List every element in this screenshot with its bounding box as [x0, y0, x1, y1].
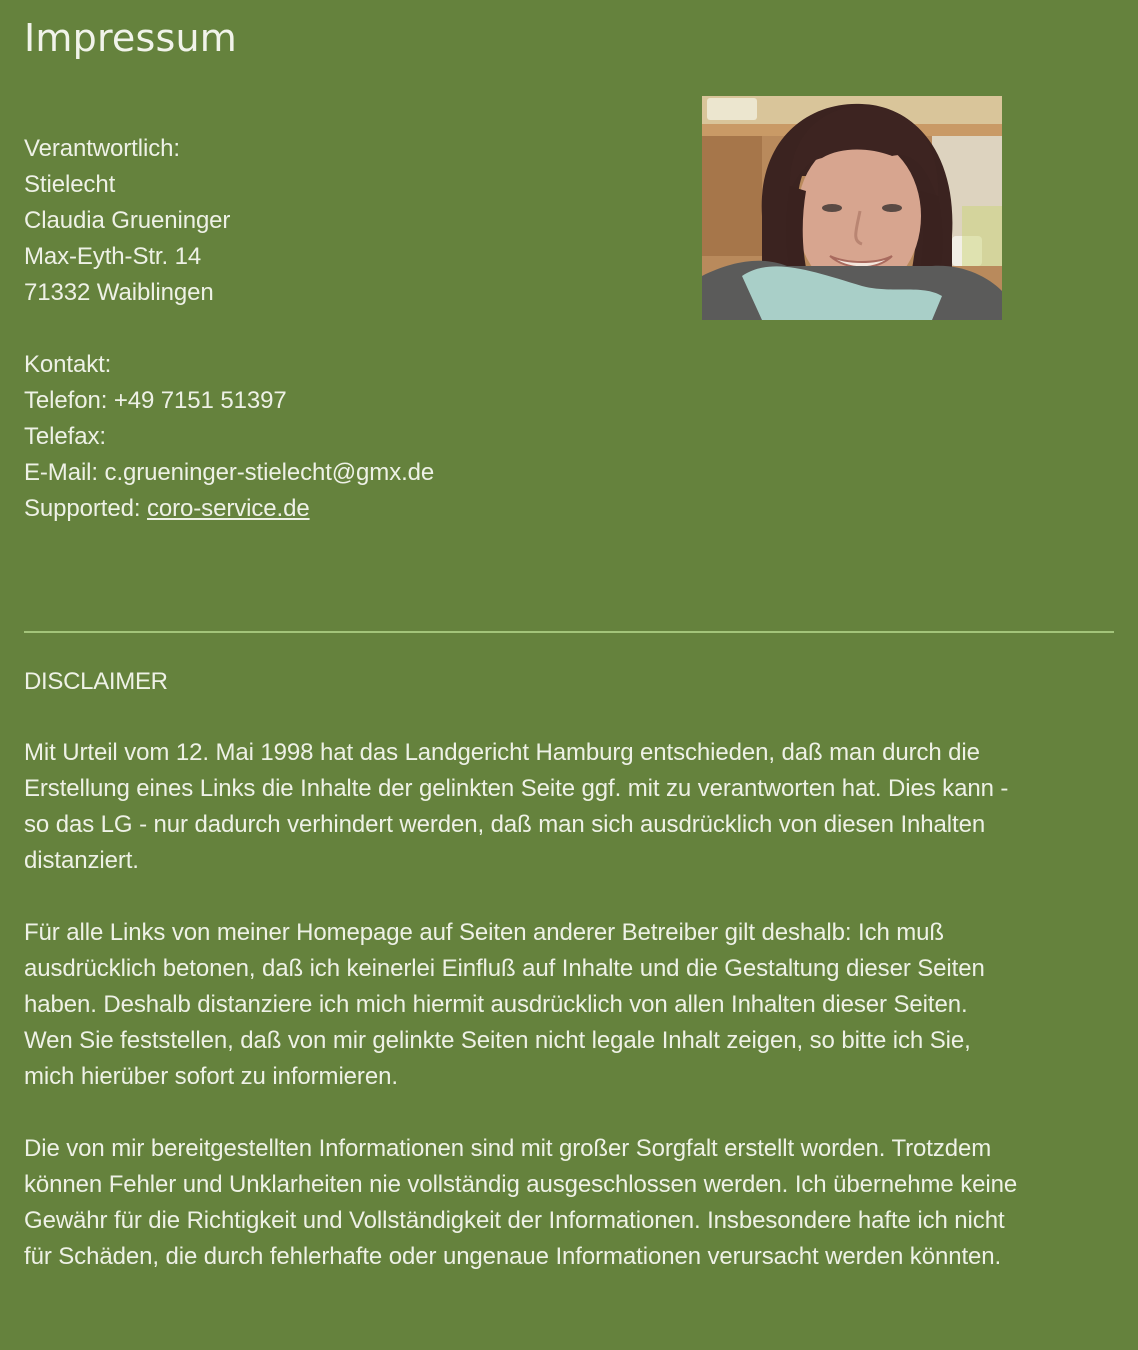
paragraph-line: distanziert.	[24, 847, 139, 874]
phone-number: Telefon: +49 7151 51397	[24, 387, 287, 414]
paragraph-line: ausdrücklich betonen, daß ich keinerlei Einfluß auf Inhalte und die Gestaltung dieser Seiten	[24, 955, 985, 982]
paragraph-line: Für alle Links von meiner Homepage auf Seiten anderer Betreiber gilt deshalb: Ich muß	[24, 919, 944, 946]
supported-label: Supported:	[24, 495, 147, 522]
paragraph-line: Gewähr für die Richtigkeit und Vollständigkeit der Informationen. Insbesondere hafte ich nicht	[24, 1207, 1005, 1234]
street-address: Max-Eyth-Str. 14	[24, 243, 202, 270]
supported-link[interactable]: coro-service.de	[147, 495, 310, 522]
paragraph-line: können Fehler und Unklarheiten nie vollständig ausgeschlossen werden. Ich übernehme keine	[24, 1171, 1018, 1198]
portrait-photo	[702, 96, 1002, 320]
fax-number: Telefax:	[24, 423, 106, 450]
disclaimer-paragraph	[24, 735, 1124, 879]
contact-label: Kontakt:	[24, 351, 112, 378]
portrait-image	[702, 96, 1002, 320]
paragraph-line: Erstellung eines Links die Inhalte der gelinkten Seite ggf. mit zu verantworten hat. Dies kann -	[24, 775, 1009, 802]
disclaimer-heading: DISCLAIMER	[24, 668, 168, 695]
paragraph-line: Mit Urteil vom 12. Mai 1998 hat das Landgericht Hamburg entschieden, daß man durch die	[24, 739, 980, 766]
spacer	[24, 311, 434, 347]
paragraph-line: mich hierüber sofort zu informieren.	[24, 1063, 398, 1090]
city-address: 71332 Waiblingen	[24, 279, 214, 306]
disclaimer-body	[24, 735, 1124, 1311]
disclaimer-paragraph	[24, 915, 1124, 1095]
section-divider	[24, 631, 1114, 633]
person-name: Claudia Grueninger	[24, 207, 231, 234]
responsible-label: Verantwortlich:	[24, 135, 180, 162]
paragraph-line: haben. Deshalb distanziere ich mich hiermit ausdrücklich von allen Inhalten dieser Seiten.	[24, 991, 968, 1018]
paragraph-line: so das LG - nur dadurch verhindert werden, daß man sich ausdrücklich von diesen Inhalten	[24, 811, 986, 838]
paragraph-line: für Schäden, die durch fehlerhafte oder ungenaue Informationen verursacht werden könnten.	[24, 1243, 1002, 1270]
company-name: Stielecht	[24, 171, 116, 198]
disclaimer-paragraph	[24, 1131, 1124, 1275]
contact-block	[24, 131, 434, 527]
supported-by	[24, 491, 434, 527]
paragraph-line: Die von mir bereitgestellten Informationen sind mit großer Sorgfalt erstellt worden. Trotzdem	[24, 1135, 992, 1162]
page-title: Impressum	[24, 16, 238, 60]
email-address: E-Mail: c.grueninger-stielecht@gmx.de	[24, 459, 435, 486]
paragraph-line: Wen Sie feststellen, daß von mir gelinkte Seiten nicht legale Inhalt zeigen, so bitte ich Sie,	[24, 1027, 971, 1054]
